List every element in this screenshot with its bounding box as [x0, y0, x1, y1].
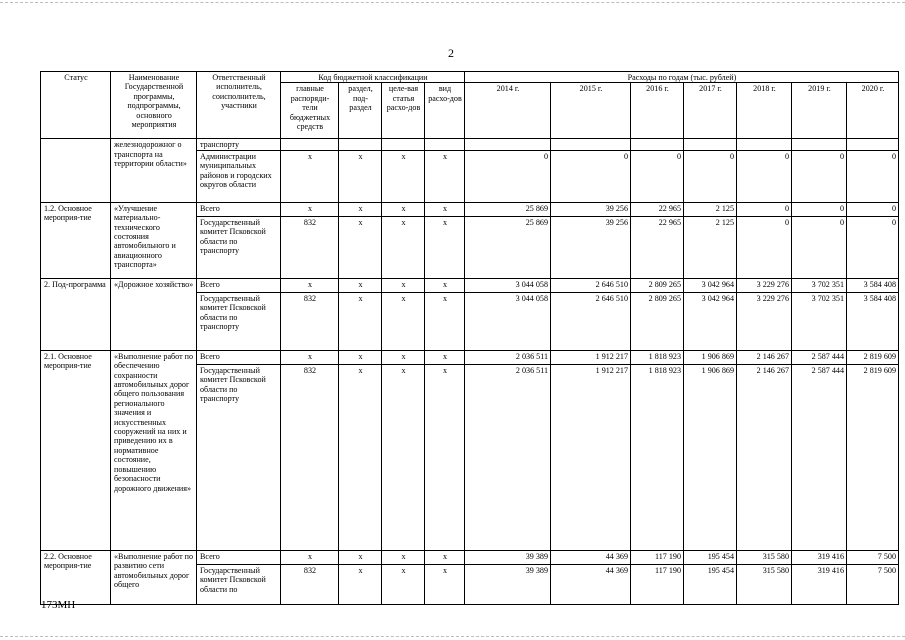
kbk-code-cell: x [382, 216, 425, 278]
year-value-cell: 3 584 408 [847, 292, 899, 350]
year-value-cell: 3 702 351 [792, 278, 847, 292]
header-kbk-col: вид расхо-дов [425, 83, 465, 139]
year-value-cell: 1 912 217 [551, 350, 631, 364]
year-value-cell: 25 869 [465, 202, 551, 216]
responsible-cell: Государственный комитет Псковской области по транспорту [197, 292, 281, 350]
responsible-cell: Государственный комитет Псковской области по транспорту [197, 364, 281, 550]
header-kbk-col: целе-вая статья расхо-дов [382, 83, 425, 139]
year-value-cell: 319 416 [792, 550, 847, 564]
year-value-cell: 1 906 869 [684, 364, 737, 550]
kbk-code-cell: x [281, 350, 339, 364]
year-value-cell: 2 809 265 [631, 278, 684, 292]
year-value-cell: 3 042 964 [684, 292, 737, 350]
kbk-code-cell: x [339, 278, 382, 292]
kbk-code-cell: x [339, 350, 382, 364]
budget-table [40, 71, 899, 605]
table-row [41, 139, 899, 150]
year-value-cell: 39 256 [551, 216, 631, 278]
kbk-code-cell: x [382, 364, 425, 550]
year-value-cell: 2 146 267 [737, 350, 792, 364]
kbk-code-cell: x [339, 292, 382, 350]
year-value-cell: 3 042 964 [684, 278, 737, 292]
year-value-cell [847, 139, 899, 150]
year-value-cell: 2 036 511 [465, 350, 551, 364]
year-value-cell: 39 389 [465, 564, 551, 604]
year-value-cell: 117 190 [631, 564, 684, 604]
header-kbk-col: главные распоряди-тели бюджетных средств [281, 83, 339, 139]
year-value-cell: 319 416 [792, 564, 847, 604]
header-year: 2015 г. [551, 83, 631, 139]
responsible-cell: Всего [197, 350, 281, 364]
kbk-code-cell: x [281, 550, 339, 564]
year-value-cell: 2 646 510 [551, 292, 631, 350]
kbk-code-cell: x [339, 364, 382, 550]
kbk-code-cell: x [425, 278, 465, 292]
kbk-code-cell: 832 [281, 216, 339, 278]
table-row [41, 278, 899, 292]
year-value-cell: 39 256 [551, 202, 631, 216]
page-number: 2 [448, 46, 454, 60]
year-value-cell [684, 139, 737, 150]
responsible-cell: Всего [197, 202, 281, 216]
year-value-cell: 3 229 276 [737, 278, 792, 292]
kbk-code-cell: 832 [281, 564, 339, 604]
table-body [41, 139, 899, 604]
year-value-cell: 195 454 [684, 564, 737, 604]
header-year: 2020 г. [847, 83, 899, 139]
header-name: Наименование Государственной программы, подпрограммы, основного мероприятия [111, 72, 197, 139]
year-value-cell: 1 818 923 [631, 364, 684, 550]
responsible-cell: Администрации муниципальных районов и городских округов области [197, 150, 281, 202]
status-cell [41, 139, 111, 202]
kbk-code-cell: x [425, 202, 465, 216]
responsible-cell: Всего [197, 278, 281, 292]
year-value-cell: 44 369 [551, 564, 631, 604]
header-responsible: Ответственный исполнитель, соисполнитель, участники [197, 72, 281, 139]
kbk-code-cell: x [281, 202, 339, 216]
year-value-cell [792, 139, 847, 150]
year-value-cell: 25 869 [465, 216, 551, 278]
kbk-code-cell: 832 [281, 364, 339, 550]
year-value-cell: 0 [847, 202, 899, 216]
header-status: Статус [41, 72, 111, 139]
kbk-code-cell: x [382, 150, 425, 202]
year-value-cell [631, 139, 684, 150]
year-value-cell [465, 139, 551, 150]
year-value-cell: 117 190 [631, 550, 684, 564]
year-value-cell: 2 819 609 [847, 364, 899, 550]
year-value-cell: 2 036 511 [465, 364, 551, 550]
year-value-cell [737, 139, 792, 150]
year-value-cell: 3 702 351 [792, 292, 847, 350]
status-cell: 1.2. Основное мероприя-тие [41, 202, 111, 278]
kbk-code-cell: x [382, 564, 425, 604]
kbk-code-cell: x [382, 278, 425, 292]
name-cell: «Выполнение работ по развитию сети автомобильных дорог общего [111, 550, 197, 604]
year-value-cell: 0 [737, 202, 792, 216]
year-value-cell: 3 584 408 [847, 278, 899, 292]
kbk-code-cell: x [382, 350, 425, 364]
year-value-cell: 2 125 [684, 216, 737, 278]
year-value-cell: 3 044 058 [465, 292, 551, 350]
year-value-cell: 0 [551, 150, 631, 202]
table-row [41, 350, 899, 364]
year-value-cell: 2 646 510 [551, 278, 631, 292]
header-year: 2016 г. [631, 83, 684, 139]
header-kbk: Код бюджетной классификации [281, 72, 465, 83]
responsible-cell: Всего [197, 550, 281, 564]
year-value-cell: 3 229 276 [737, 292, 792, 350]
name-cell: железнодорожног о транспорта на территории области» [111, 139, 197, 202]
header-expenses: Расходы по годам (тыс. рублей) [465, 72, 899, 83]
kbk-code-cell: x [281, 278, 339, 292]
year-value-cell: 44 369 [551, 550, 631, 564]
year-value-cell: 0 [737, 216, 792, 278]
year-value-cell: 22 965 [631, 202, 684, 216]
bottom-scan-edge [0, 636, 905, 637]
year-value-cell: 2 146 267 [737, 364, 792, 550]
kbk-code-cell: x [382, 202, 425, 216]
year-value-cell: 22 965 [631, 216, 684, 278]
kbk-code-cell [382, 139, 425, 150]
year-value-cell: 0 [847, 150, 899, 202]
year-value-cell: 0 [792, 216, 847, 278]
status-cell: 2.1. Основное мероприя-тие [41, 350, 111, 550]
year-value-cell: 2 809 265 [631, 292, 684, 350]
year-value-cell: 1 912 217 [551, 364, 631, 550]
header-year: 2017 г. [684, 83, 737, 139]
header-year: 2018 г. [737, 83, 792, 139]
year-value-cell: 0 [631, 150, 684, 202]
kbk-code-cell: x [339, 202, 382, 216]
kbk-code-cell: x [382, 550, 425, 564]
year-value-cell: 7 500 [847, 550, 899, 564]
kbk-code-cell: x [425, 292, 465, 350]
status-cell: 2. Под-программа [41, 278, 111, 350]
year-value-cell: 0 [684, 150, 737, 202]
kbk-code-cell: 832 [281, 292, 339, 350]
header-kbk-col: раздел, под-раздел [339, 83, 382, 139]
name-cell: «Выполнение работ по обеспечению сохранности автомобильных дорог общего пользования регионального значения и искусственных сооружений на них и приведению их в нормативное состояние, повышению безопасности дорожного движения» [111, 350, 197, 550]
kbk-code-cell: x [425, 550, 465, 564]
top-scan-edge [0, 2, 905, 3]
year-value-cell: 2 587 444 [792, 364, 847, 550]
kbk-code-cell: x [425, 150, 465, 202]
name-cell: «Дорожное хозяйство» [111, 278, 197, 350]
year-value-cell: 315 580 [737, 564, 792, 604]
year-value-cell: 2 819 609 [847, 350, 899, 364]
kbk-code-cell: x [425, 216, 465, 278]
responsible-cell: Государственный комитет Псковской области по транспорту [197, 216, 281, 278]
year-value-cell: 195 454 [684, 550, 737, 564]
year-value-cell: 315 580 [737, 550, 792, 564]
kbk-code-cell: x [425, 564, 465, 604]
document-code: 173МН [41, 599, 76, 611]
name-cell: «Улучшение материально-технического состояния автомобильного и авиационного транспорта» [111, 202, 197, 278]
table-row [41, 202, 899, 216]
kbk-code-cell: x [339, 216, 382, 278]
year-value-cell: 0 [465, 150, 551, 202]
header-year: 2019 г. [792, 83, 847, 139]
kbk-code-cell: x [339, 550, 382, 564]
kbk-code-cell: x [339, 564, 382, 604]
kbk-code-cell [425, 139, 465, 150]
kbk-code-cell: x [425, 364, 465, 550]
year-value-cell: 0 [737, 150, 792, 202]
kbk-code-cell: x [425, 350, 465, 364]
kbk-code-cell: x [281, 150, 339, 202]
table-row [41, 550, 899, 564]
header-row-top [41, 72, 899, 83]
status-cell: 2.2. Основное мероприя-тие [41, 550, 111, 604]
responsible-cell: транспорту [197, 139, 281, 150]
year-value-cell: 0 [792, 150, 847, 202]
header-year: 2014 г. [465, 83, 551, 139]
year-value-cell: 7 500 [847, 564, 899, 604]
year-value-cell: 2 125 [684, 202, 737, 216]
kbk-code-cell: x [382, 292, 425, 350]
kbk-code-cell [339, 139, 382, 150]
year-value-cell [551, 139, 631, 150]
year-value-cell: 2 587 444 [792, 350, 847, 364]
year-value-cell: 1 818 923 [631, 350, 684, 364]
year-value-cell: 0 [847, 216, 899, 278]
year-value-cell: 0 [792, 202, 847, 216]
kbk-code-cell: x [339, 150, 382, 202]
responsible-cell: Государственный комитет Псковской области по [197, 564, 281, 604]
year-value-cell: 3 044 058 [465, 278, 551, 292]
year-value-cell: 39 389 [465, 550, 551, 564]
kbk-code-cell [281, 139, 339, 150]
year-value-cell: 1 906 869 [684, 350, 737, 364]
